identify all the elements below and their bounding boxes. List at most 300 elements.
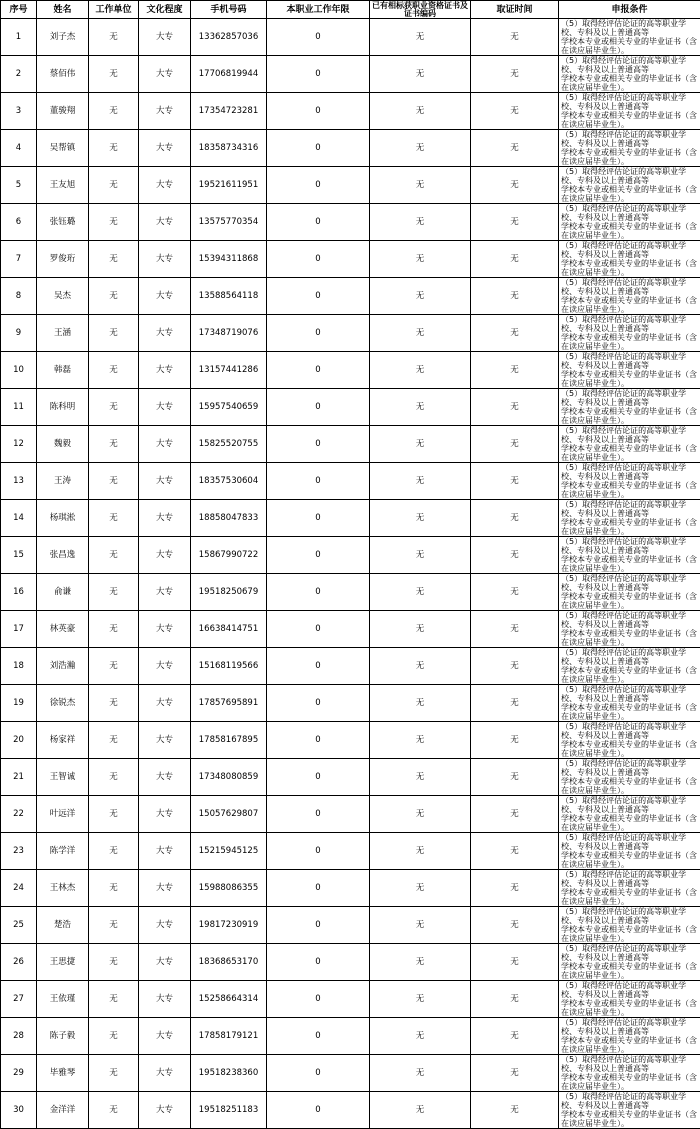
cell-condition	[559, 1018, 700, 1055]
cell-cert-date: 无	[471, 944, 559, 981]
cell-certificate: 无	[370, 833, 471, 870]
cell-unit: 无	[89, 167, 139, 204]
cell-certificate: 无	[370, 648, 471, 685]
cell-cert-date: 无	[471, 93, 559, 130]
cell-unit: 无	[89, 500, 139, 537]
cell-phone: 17858179121	[191, 1018, 267, 1055]
cell-no: 3	[1, 93, 37, 130]
cell-name: 吴杰	[37, 278, 89, 315]
condition-line-2: 学校本专业或相关专业的毕业证书（含在读应届毕业生）。	[561, 925, 700, 943]
condition-line-2: 学校本专业或相关专业的毕业证书（含在读应届毕业生）。	[561, 296, 700, 314]
cell-education: 大专	[139, 981, 191, 1018]
cell-name: 韩磊	[37, 352, 89, 389]
cell-years: 0	[267, 278, 370, 315]
cell-education: 大专	[139, 796, 191, 833]
cell-unit: 无	[89, 315, 139, 352]
table-row	[1, 130, 700, 167]
cell-condition	[559, 56, 700, 93]
table-row	[1, 278, 700, 315]
cell-phone: 17858167895	[191, 722, 267, 759]
cell-certificate: 无	[370, 685, 471, 722]
cell-years: 0	[267, 833, 370, 870]
cell-unit: 无	[89, 1055, 139, 1092]
cell-years: 0	[267, 19, 370, 56]
cell-certificate: 无	[370, 278, 471, 315]
cell-unit: 无	[89, 463, 139, 500]
cell-cert-date: 无	[471, 463, 559, 500]
cell-no: 12	[1, 426, 37, 463]
table-row	[1, 19, 700, 56]
cell-condition	[559, 722, 700, 759]
cell-phone: 19518250679	[191, 574, 267, 611]
cell-no: 22	[1, 796, 37, 833]
cell-cert-date: 无	[471, 759, 559, 796]
cell-condition	[559, 981, 700, 1018]
cell-name: 张昌逸	[37, 537, 89, 574]
cell-years: 0	[267, 944, 370, 981]
condition-line-1: （5）取得经评估论证的高等职业学校、专科及以上普通高等	[561, 537, 700, 555]
cell-condition	[559, 537, 700, 574]
table-row	[1, 500, 700, 537]
condition-line-2: 学校本专业或相关专业的毕业证书（含在读应届毕业生）。	[561, 592, 700, 610]
cell-name: 罗俊珩	[37, 241, 89, 278]
cell-cert-date: 无	[471, 426, 559, 463]
condition-line-1: （5）取得经评估论证的高等职业学校、专科及以上普通高等	[561, 204, 700, 222]
cell-education: 大专	[139, 944, 191, 981]
cell-condition	[559, 315, 700, 352]
cell-cert-date: 无	[471, 56, 559, 93]
table-row	[1, 1018, 700, 1055]
cell-condition	[559, 907, 700, 944]
header-condition: 申报条件	[559, 1, 700, 19]
cell-condition	[559, 167, 700, 204]
cell-years: 0	[267, 574, 370, 611]
cell-years: 0	[267, 1018, 370, 1055]
condition-line-1: （5）取得经评估论证的高等职业学校、专科及以上普通高等	[561, 759, 700, 777]
cell-name: 王涵	[37, 315, 89, 352]
cell-condition	[559, 93, 700, 130]
cell-no: 16	[1, 574, 37, 611]
condition-line-2: 学校本专业或相关专业的毕业证书（含在读应届毕业生）。	[561, 518, 700, 536]
cell-unit: 无	[89, 241, 139, 278]
cell-phone: 19518251183	[191, 1092, 267, 1129]
cell-name: 王依瑾	[37, 981, 89, 1018]
cell-certificate: 无	[370, 1055, 471, 1092]
cell-education: 大专	[139, 130, 191, 167]
cell-certificate: 无	[370, 722, 471, 759]
cell-unit: 无	[89, 722, 139, 759]
cell-phone: 15867990722	[191, 537, 267, 574]
table-row	[1, 759, 700, 796]
cell-no: 14	[1, 500, 37, 537]
cell-education: 大专	[139, 1018, 191, 1055]
cell-unit: 无	[89, 204, 139, 241]
table-row	[1, 167, 700, 204]
condition-line-2: 学校本专业或相关专业的毕业证书（含在读应届毕业生）。	[561, 111, 700, 129]
cell-cert-date: 无	[471, 500, 559, 537]
condition-line-2: 学校本专业或相关专业的毕业证书（含在读应届毕业生）。	[561, 777, 700, 795]
cell-no: 29	[1, 1055, 37, 1092]
cell-no: 17	[1, 611, 37, 648]
cell-education: 大专	[139, 685, 191, 722]
condition-line-1: （5）取得经评估论证的高等职业学校、专科及以上普通高等	[561, 685, 700, 703]
cell-unit: 无	[89, 56, 139, 93]
cell-no: 10	[1, 352, 37, 389]
condition-line-1: （5）取得经评估论证的高等职业学校、专科及以上普通高等	[561, 796, 700, 814]
table-row	[1, 722, 700, 759]
cell-cert-date: 无	[471, 907, 559, 944]
cell-years: 0	[267, 389, 370, 426]
cell-years: 0	[267, 907, 370, 944]
cell-cert-date: 无	[471, 685, 559, 722]
cell-condition	[559, 389, 700, 426]
cell-unit: 无	[89, 574, 139, 611]
cell-years: 0	[267, 56, 370, 93]
cell-cert-date: 无	[471, 611, 559, 648]
cell-years: 0	[267, 648, 370, 685]
cell-no: 20	[1, 722, 37, 759]
condition-line-2: 学校本专业或相关专业的毕业证书（含在读应届毕业生）。	[561, 1110, 700, 1128]
header-phone: 手机号码	[191, 1, 267, 19]
cell-years: 0	[267, 981, 370, 1018]
cell-phone: 13588564118	[191, 278, 267, 315]
cell-certificate: 无	[370, 241, 471, 278]
condition-line-2: 学校本专业或相关专业的毕业证书（含在读应届毕业生）。	[561, 481, 700, 499]
cell-education: 大专	[139, 352, 191, 389]
cell-condition	[559, 759, 700, 796]
cell-phone: 15057629807	[191, 796, 267, 833]
cell-condition	[559, 352, 700, 389]
cell-unit: 无	[89, 352, 139, 389]
cell-cert-date: 无	[471, 1018, 559, 1055]
cell-no: 15	[1, 537, 37, 574]
condition-line-2: 学校本专业或相关专业的毕业证书（含在读应届毕业生）。	[561, 703, 700, 721]
cell-certificate: 无	[370, 759, 471, 796]
table-row	[1, 537, 700, 574]
cell-years: 0	[267, 315, 370, 352]
condition-line-2: 学校本专业或相关专业的毕业证书（含在读应届毕业生）。	[561, 962, 700, 980]
table-row	[1, 611, 700, 648]
table-row	[1, 56, 700, 93]
condition-line-2: 学校本专业或相关专业的毕业证书（含在读应届毕业生）。	[561, 222, 700, 240]
cell-education: 大专	[139, 500, 191, 537]
cell-years: 0	[267, 870, 370, 907]
cell-no: 24	[1, 870, 37, 907]
table-row	[1, 833, 700, 870]
table-row	[1, 93, 700, 130]
cell-condition	[559, 685, 700, 722]
cell-name: 林英豪	[37, 611, 89, 648]
cell-certificate: 无	[370, 315, 471, 352]
cell-years: 0	[267, 796, 370, 833]
condition-line-2: 学校本专业或相关专业的毕业证书（含在读应届毕业生）。	[561, 185, 700, 203]
cell-cert-date: 无	[471, 352, 559, 389]
cell-no: 13	[1, 463, 37, 500]
condition-line-2: 学校本专业或相关专业的毕业证书（含在读应届毕业生）。	[561, 851, 700, 869]
cell-certificate: 无	[370, 204, 471, 241]
table-row	[1, 426, 700, 463]
table-row	[1, 574, 700, 611]
cell-unit: 无	[89, 426, 139, 463]
cell-cert-date: 无	[471, 19, 559, 56]
cell-name: 吴帮镇	[37, 130, 89, 167]
cell-unit: 无	[89, 611, 139, 648]
cell-phone: 15825520755	[191, 426, 267, 463]
cell-education: 大专	[139, 1092, 191, 1129]
cell-no: 6	[1, 204, 37, 241]
cell-condition	[559, 1092, 700, 1129]
cell-phone: 16638414751	[191, 611, 267, 648]
condition-line-1: （5）取得经评估论证的高等职业学校、专科及以上普通高等	[561, 870, 700, 888]
cell-education: 大专	[139, 870, 191, 907]
condition-line-1: （5）取得经评估论证的高等职业学校、专科及以上普通高等	[561, 648, 700, 666]
header-no: 序号	[1, 1, 37, 19]
cell-no: 23	[1, 833, 37, 870]
cell-certificate: 无	[370, 1092, 471, 1129]
cell-certificate: 无	[370, 500, 471, 537]
cell-no: 18	[1, 648, 37, 685]
cell-name: 陈科明	[37, 389, 89, 426]
condition-line-1: （5）取得经评估论证的高等职业学校、专科及以上普通高等	[561, 1092, 700, 1110]
cell-name: 金洋洋	[37, 1092, 89, 1129]
cell-certificate: 无	[370, 574, 471, 611]
cell-condition	[559, 611, 700, 648]
cell-name: 刘子杰	[37, 19, 89, 56]
cell-no: 1	[1, 19, 37, 56]
cell-certificate: 无	[370, 870, 471, 907]
table-row	[1, 1092, 700, 1129]
cell-condition	[559, 278, 700, 315]
cell-name: 杨琪淞	[37, 500, 89, 537]
cell-unit: 无	[89, 685, 139, 722]
table-row	[1, 907, 700, 944]
cell-cert-date: 无	[471, 796, 559, 833]
table-row	[1, 389, 700, 426]
cell-cert-date: 无	[471, 648, 559, 685]
condition-line-1: （5）取得经评估论证的高等职业学校、专科及以上普通高等	[561, 426, 700, 444]
cell-no: 2	[1, 56, 37, 93]
cell-years: 0	[267, 1092, 370, 1129]
cell-certificate: 无	[370, 944, 471, 981]
cell-phone: 15215945125	[191, 833, 267, 870]
cell-education: 大专	[139, 278, 191, 315]
cell-no: 19	[1, 685, 37, 722]
cell-education: 大专	[139, 648, 191, 685]
condition-line-2: 学校本专业或相关专业的毕业证书（含在读应届毕业生）。	[561, 740, 700, 758]
cell-name: 楚浩	[37, 907, 89, 944]
table-body	[1, 19, 700, 1129]
cell-education: 大专	[139, 241, 191, 278]
cell-certificate: 无	[370, 1018, 471, 1055]
condition-line-1: （5）取得经评估论证的高等职业学校、专科及以上普通高等	[561, 944, 700, 962]
condition-line-2: 学校本专业或相关专业的毕业证书（含在读应届毕业生）。	[561, 999, 700, 1017]
condition-line-1: （5）取得经评估论证的高等职业学校、专科及以上普通高等	[561, 463, 700, 481]
cell-certificate: 无	[370, 167, 471, 204]
cell-unit: 无	[89, 389, 139, 426]
cell-no: 11	[1, 389, 37, 426]
table-row	[1, 796, 700, 833]
cell-phone: 13575770354	[191, 204, 267, 241]
table-row	[1, 315, 700, 352]
condition-line-1: （5）取得经评估论证的高等职业学校、专科及以上普通高等	[561, 19, 700, 37]
cell-years: 0	[267, 500, 370, 537]
cell-cert-date: 无	[471, 1092, 559, 1129]
cell-education: 大专	[139, 574, 191, 611]
table-row	[1, 241, 700, 278]
cell-name: 陈学洋	[37, 833, 89, 870]
cell-education: 大专	[139, 611, 191, 648]
condition-line-1: （5）取得经评估论证的高等职业学校、专科及以上普通高等	[561, 241, 700, 259]
table-row	[1, 648, 700, 685]
condition-line-2: 学校本专业或相关专业的毕业证书（含在读应届毕业生）。	[561, 555, 700, 573]
cell-unit: 无	[89, 1018, 139, 1055]
cell-certificate: 无	[370, 93, 471, 130]
cell-name: 王林杰	[37, 870, 89, 907]
cell-condition	[559, 130, 700, 167]
condition-line-2: 学校本专业或相关专业的毕业证书（含在读应届毕业生）。	[561, 814, 700, 832]
cell-education: 大专	[139, 389, 191, 426]
cell-condition	[559, 1055, 700, 1092]
cell-education: 大专	[139, 833, 191, 870]
cell-years: 0	[267, 685, 370, 722]
cell-cert-date: 无	[471, 574, 559, 611]
cell-years: 0	[267, 93, 370, 130]
cell-cert-date: 无	[471, 981, 559, 1018]
cell-no: 9	[1, 315, 37, 352]
cell-cert-date: 无	[471, 722, 559, 759]
table-row	[1, 870, 700, 907]
cell-education: 大专	[139, 1055, 191, 1092]
cell-unit: 无	[89, 907, 139, 944]
condition-line-1: （5）取得经评估论证的高等职业学校、专科及以上普通高等	[561, 352, 700, 370]
condition-line-1: （5）取得经评估论证的高等职业学校、专科及以上普通高等	[561, 833, 700, 851]
cell-years: 0	[267, 204, 370, 241]
cell-cert-date: 无	[471, 1055, 559, 1092]
condition-line-1: （5）取得经评估论证的高等职业学校、专科及以上普通高等	[561, 574, 700, 592]
condition-line-1: （5）取得经评估论证的高等职业学校、专科及以上普通高等	[561, 722, 700, 740]
condition-line-2: 学校本专业或相关专业的毕业证书（含在读应届毕业生）。	[561, 444, 700, 462]
table-row	[1, 1055, 700, 1092]
cell-phone: 17706819944	[191, 56, 267, 93]
cell-education: 大专	[139, 907, 191, 944]
cell-phone: 15168119566	[191, 648, 267, 685]
cell-education: 大专	[139, 315, 191, 352]
condition-line-1: （5）取得经评估论证的高等职业学校、专科及以上普通高等	[561, 907, 700, 925]
cell-years: 0	[267, 722, 370, 759]
condition-line-2: 学校本专业或相关专业的毕业证书（含在读应届毕业生）。	[561, 1036, 700, 1054]
cell-name: 王涛	[37, 463, 89, 500]
cell-unit: 无	[89, 130, 139, 167]
cell-phone: 18358734316	[191, 130, 267, 167]
cell-unit: 无	[89, 870, 139, 907]
cell-condition	[559, 870, 700, 907]
cell-name: 陈子毅	[37, 1018, 89, 1055]
cell-certificate: 无	[370, 352, 471, 389]
cell-education: 大专	[139, 204, 191, 241]
condition-line-1: （5）取得经评估论证的高等职业学校、专科及以上普通高等	[561, 93, 700, 111]
cell-education: 大专	[139, 463, 191, 500]
cell-certificate: 无	[370, 537, 471, 574]
cell-name: 叶远洋	[37, 796, 89, 833]
condition-line-1: （5）取得经评估论证的高等职业学校、专科及以上普通高等	[561, 1055, 700, 1073]
cell-phone: 15258664314	[191, 981, 267, 1018]
cell-certificate: 无	[370, 56, 471, 93]
condition-line-1: （5）取得经评估论证的高等职业学校、专科及以上普通高等	[561, 981, 700, 999]
condition-line-2: 学校本专业或相关专业的毕业证书（含在读应届毕业生）。	[561, 148, 700, 166]
condition-line-1: （5）取得经评估论证的高等职业学校、专科及以上普通高等	[561, 611, 700, 629]
cell-condition	[559, 500, 700, 537]
cell-unit: 无	[89, 944, 139, 981]
cell-education: 大专	[139, 722, 191, 759]
cell-condition	[559, 648, 700, 685]
table-row	[1, 352, 700, 389]
cell-certificate: 无	[370, 796, 471, 833]
table-row	[1, 463, 700, 500]
cell-years: 0	[267, 611, 370, 648]
cell-name: 王思捷	[37, 944, 89, 981]
cell-years: 0	[267, 1055, 370, 1092]
cell-education: 大专	[139, 426, 191, 463]
cell-years: 0	[267, 167, 370, 204]
cell-phone: 19521611951	[191, 167, 267, 204]
cell-cert-date: 无	[471, 389, 559, 426]
cell-condition	[559, 426, 700, 463]
cell-years: 0	[267, 537, 370, 574]
cell-phone: 13362857036	[191, 19, 267, 56]
cell-unit: 无	[89, 796, 139, 833]
cell-years: 0	[267, 241, 370, 278]
cell-unit: 无	[89, 833, 139, 870]
condition-line-1: （5）取得经评估论证的高等职业学校、专科及以上普通高等	[561, 130, 700, 148]
cell-phone: 17354723281	[191, 93, 267, 130]
cell-years: 0	[267, 759, 370, 796]
cell-condition	[559, 241, 700, 278]
cell-years: 0	[267, 352, 370, 389]
cell-name: 俞谦	[37, 574, 89, 611]
condition-line-2: 学校本专业或相关专业的毕业证书（含在读应届毕业生）。	[561, 370, 700, 388]
cell-phone: 18357530604	[191, 463, 267, 500]
cell-unit: 无	[89, 278, 139, 315]
cell-cert-date: 无	[471, 278, 559, 315]
cell-phone: 19518238360	[191, 1055, 267, 1092]
condition-line-1: （5）取得经评估论证的高等职业学校、专科及以上普通高等	[561, 167, 700, 185]
cell-cert-date: 无	[471, 833, 559, 870]
cell-cert-date: 无	[471, 315, 559, 352]
condition-line-2: 学校本专业或相关专业的毕业证书（含在读应届毕业生）。	[561, 74, 700, 92]
cell-no: 8	[1, 278, 37, 315]
cell-years: 0	[267, 426, 370, 463]
cell-condition	[559, 833, 700, 870]
cell-years: 0	[267, 463, 370, 500]
cell-certificate: 无	[370, 907, 471, 944]
cell-cert-date: 无	[471, 130, 559, 167]
cell-no: 27	[1, 981, 37, 1018]
cell-phone: 18858047833	[191, 500, 267, 537]
cell-unit: 无	[89, 981, 139, 1018]
condition-line-2: 学校本专业或相关专业的毕业证书（含在读应届毕业生）。	[561, 407, 700, 425]
cell-unit: 无	[89, 759, 139, 796]
cell-no: 30	[1, 1092, 37, 1129]
condition-line-1: （5）取得经评估论证的高等职业学校、专科及以上普通高等	[561, 500, 700, 518]
cell-name: 张钰璐	[37, 204, 89, 241]
cell-no: 28	[1, 1018, 37, 1055]
table-row	[1, 981, 700, 1018]
cell-phone: 19817230919	[191, 907, 267, 944]
condition-line-1: （5）取得经评估论证的高等职业学校、专科及以上普通高等	[561, 315, 700, 333]
cell-education: 大专	[139, 537, 191, 574]
cell-no: 21	[1, 759, 37, 796]
cell-certificate: 无	[370, 463, 471, 500]
